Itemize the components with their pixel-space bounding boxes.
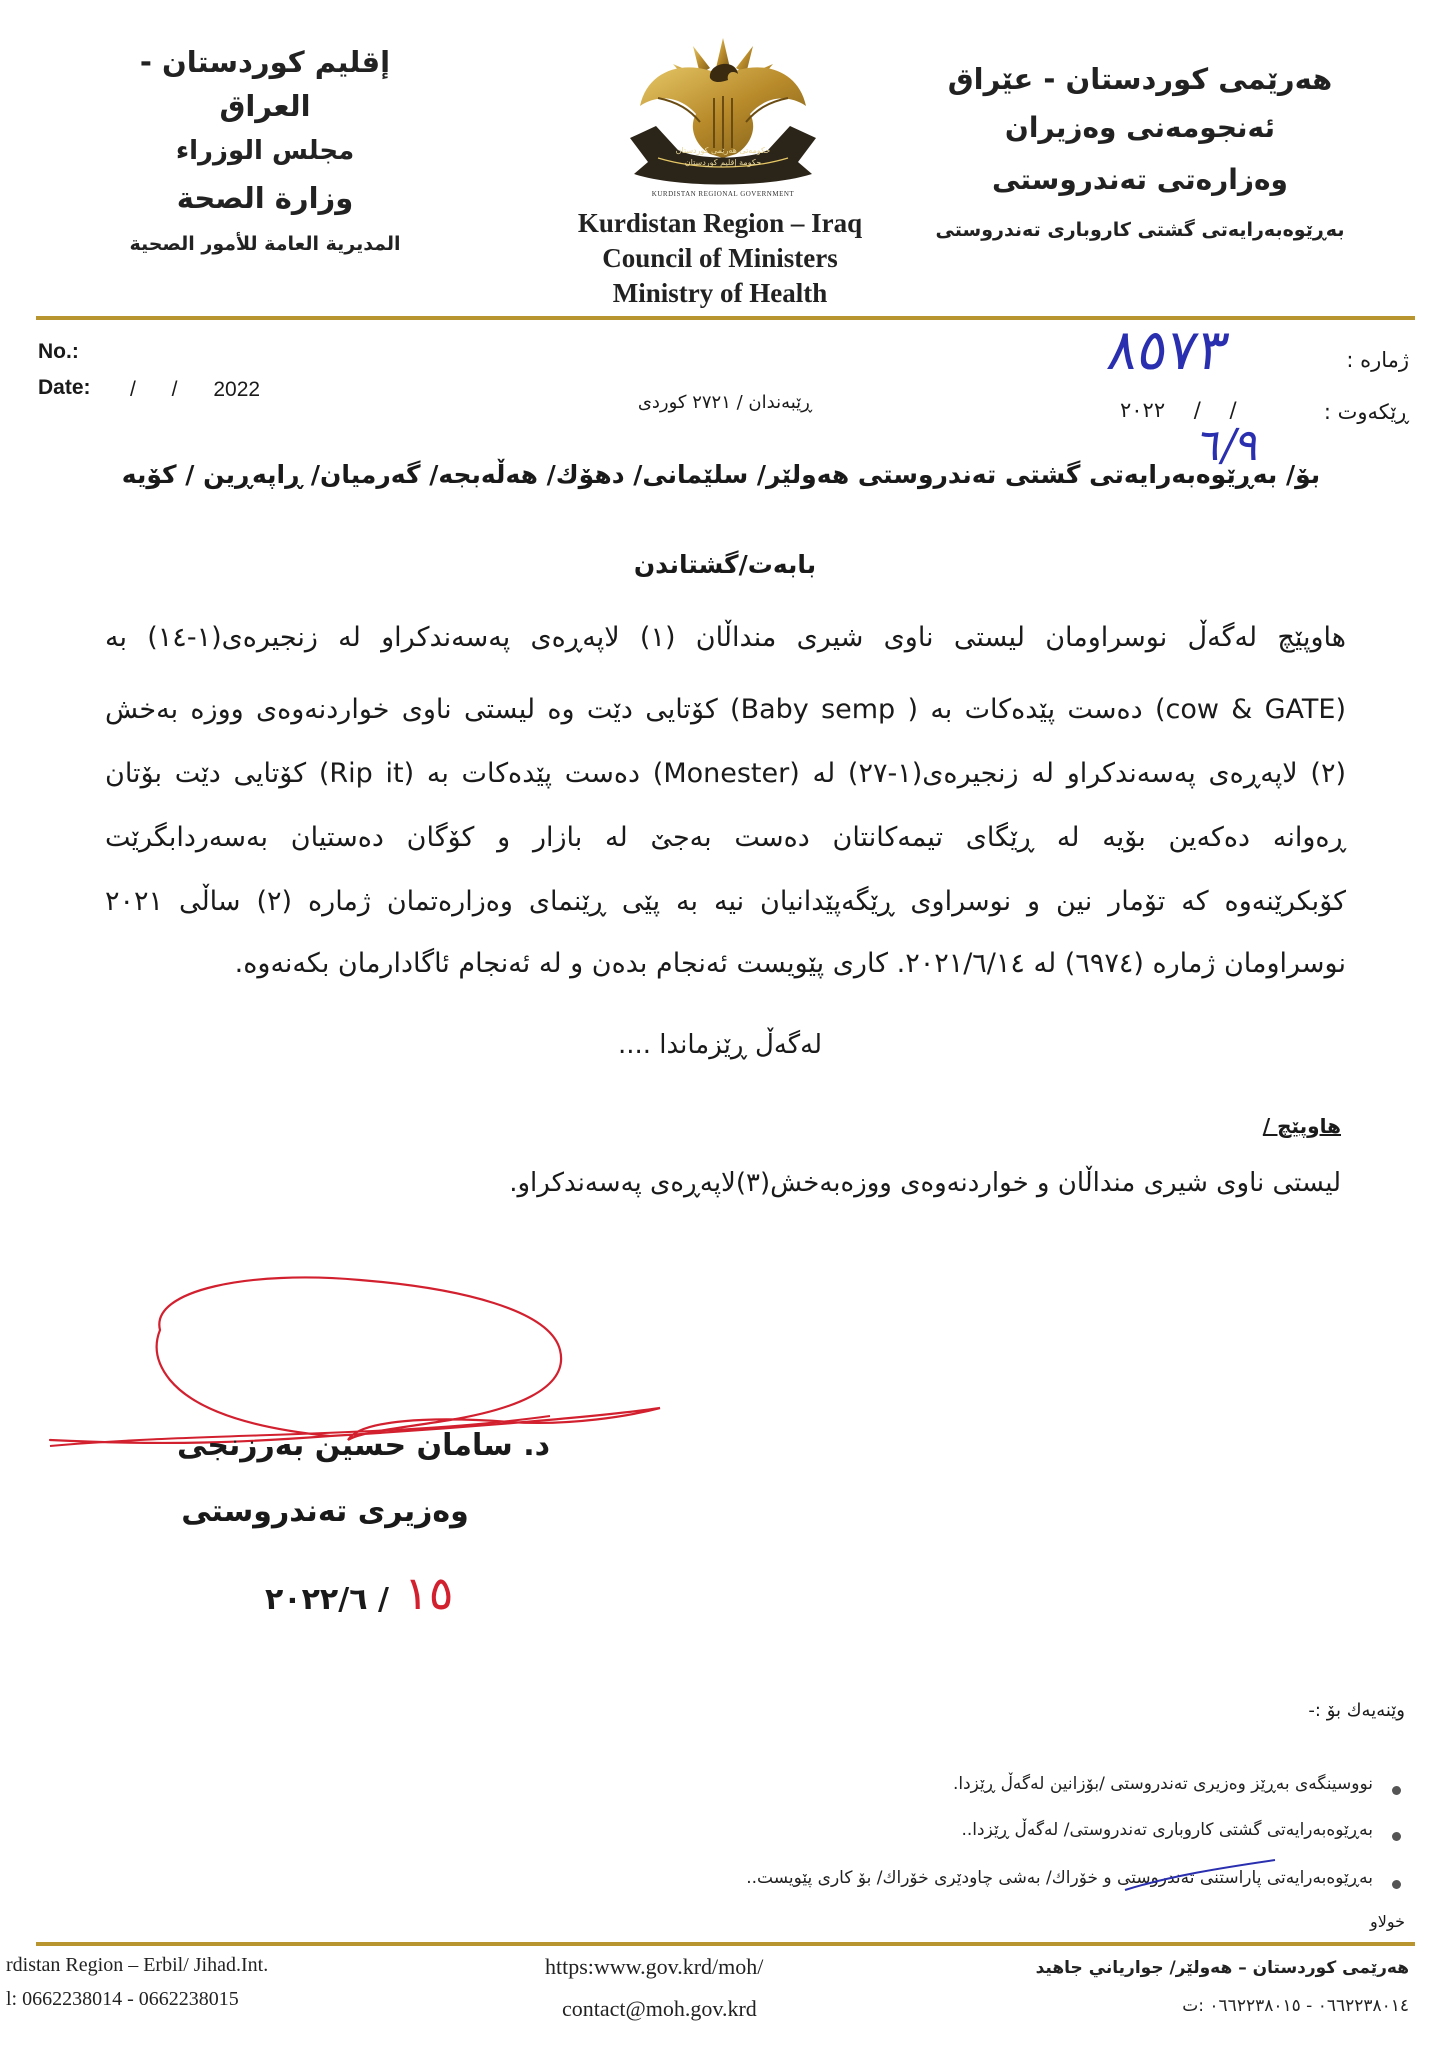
arabic-line1: إقليم كوردستان - العراق (139, 45, 391, 123)
date-handwritten: ٦/٩ (1193, 420, 1265, 471)
kurdish-line1: هەرێمی كوردستان - عێراق (947, 62, 1333, 96)
closing-line: لەگەڵ ڕێزماندا .... (617, 1030, 823, 1060)
body-line-1: هاوپێچ لەگەڵ نوسراومان لیستی ناوی شیری منداڵان (١) لاپەڕەی پەسەندكراو لە زنجیرەی(١-١٤) بە (105, 622, 1347, 653)
english-line3: Ministry of Health (612, 278, 828, 308)
kurdish-line4: بەڕێوەبەرایەتی گشتی كاروباری تەندروستی (935, 219, 1345, 241)
kurdish-line2: ئەنجومەنی وەزیران (1004, 111, 1276, 144)
emblem-text-top: حكومەتی هەرێمی كوردستان (675, 146, 771, 155)
arabic-line2: مجلس الوزراء (175, 136, 355, 166)
attachment-text: لیستی ناوی شیری منداڵان و خواردنەوەی ووزەبەخش(٣)لاپەڕەی پەسەندكراو. (509, 1168, 1341, 1198)
cc-label: وێنەیەك بۆ :- (1308, 1700, 1405, 1721)
english-line2: Council of Ministers (602, 243, 838, 273)
recipient-line: بۆ/ بەڕێوەبەرایەتی گشتی تەندروستی هەولێر/ سلێمانی/ دهۆك/ هەڵەبجە/ گەرمیان/ ڕاپەڕین / كۆیە (121, 460, 1321, 489)
arabic-line3: وزارة الصحة (176, 181, 354, 215)
kurdish-line3: وەزارەتی تەندروستی (992, 163, 1288, 196)
footer-website[interactable]: https:www.gov.krd/moh/ (545, 1954, 764, 1979)
emblem-text-mid: حكومة إقليم كوردستان (684, 158, 762, 167)
footer-phone-en: l: 0662238014 - 0662238015 (6, 1988, 239, 2010)
footer-phone-ku: ٠٦٦٢٢٣٨٠١٤ - ٠٦٦٢٢٣٨٠١٥ :ت (1182, 1996, 1409, 2016)
cc-item-1: نووسینگەی بەڕێز وەزیری تەندروستی /بۆزانین لەگەڵ ڕێزدا. (952, 1774, 1373, 1794)
body-line-2: (cow & GATE) دەست پێدەكات بە ( Baby semp) كۆتایی دێت وە لیستی ناوی خواردنەوەی ووزە بەخش (105, 694, 1346, 725)
signature-date-printed: ٢٠٢٢/٦ / (265, 1582, 389, 1617)
body-line-3: (٢) لاپەڕەی پەسەندكراو لە زنجیرەی(١-٢٧) لە (Monester) دەست پێدەكات بە (Rip it) كۆتایی دێت بۆتان (105, 758, 1347, 789)
english-line1: Kurdistan Region – Iraq (577, 208, 863, 238)
cc-bullet-3 (1392, 1880, 1401, 1889)
arabic-line4: المديرية العامة للأمور الصحية (129, 233, 401, 255)
kurdish-date: ڕێبەندان / ٢٧٢١ كوردی (637, 392, 813, 413)
footer-address-en: rdistan Region – Erbil/ Jihad.Int. (6, 1954, 269, 1976)
body-line-5: كۆبكرێنەوە كە تۆمار نین و نوسراوی ڕێگەپێدانیان نیە بە پێی ڕێنمای وەزارەتمان ژمارە (٢) ساڵی ٢٠٢١ (105, 886, 1346, 917)
subject-line: بابەت/گشتاندن (633, 550, 817, 579)
footer-address-ku: هەرێمی كوردستان – هەولێر/ جوارياني جاهيد (1035, 1958, 1409, 1978)
kurdistan-emblem (618, 18, 828, 208)
footer-email[interactable]: contact@moh.gov.krd (562, 1996, 757, 2021)
cc-item-3: بەڕێوەبەرایەتی پاراستنی تەندروستی و خۆراك/ بەشی چاودێری خۆراك/ بۆ كاری پێویست.. (746, 1868, 1373, 1888)
no-label: No.: (38, 340, 79, 363)
header-kurdish (930, 56, 1350, 254)
date-value-ku: / / ٢٠٢٢ (1120, 398, 1237, 422)
date-label-ku: ڕێكەوت : (1323, 400, 1409, 424)
body-line-6: نوسراومان ژمارە (٦٩٧٤) لە ٢٠٢١/٦/١٤. كاری پێویست ئەنجام بدەن و لە ئەنجام ئاگادارمان بكەنەوە. (234, 948, 1346, 979)
cc-extra: خولاو (1369, 1912, 1405, 1931)
signatory-title: وەزیری تەندروستی (181, 1494, 469, 1529)
cc-bullet-2 (1392, 1832, 1401, 1841)
footer-divider (36, 1942, 1415, 1946)
emblem-icon (618, 18, 828, 208)
attachment-label: هاوپێچ / (1262, 1114, 1341, 1138)
header-english (520, 206, 920, 310)
signature-scribble (30, 1240, 670, 1460)
cc-item-2: بەڕێوەبەرایەتی گشتی كاروباری تەندروستی/ لەگەڵ ڕێزدا.. (961, 1820, 1373, 1840)
header-arabic (95, 40, 435, 266)
body-line-4: ڕەوانە دەكەین بۆیە لە ڕێگای تیمەكانتان دەست بەجێ لە بازار و كۆگان دەستیان بەسەردابگرێت (105, 822, 1346, 853)
date-value: / / 2022 (130, 378, 261, 401)
cc-bullet-1 (1392, 1786, 1401, 1795)
date-label: Date: (38, 376, 91, 399)
number-handwritten: ٨٥٧٣ (1103, 318, 1233, 383)
number-label-ku: ژمارە : (1346, 348, 1409, 372)
signature-date (265, 1566, 535, 1620)
signature-date-handwritten: ١٥ (404, 1566, 454, 1620)
signatory-name: د. سامان حسین بەرزنجی (177, 1428, 550, 1463)
cc-blue-strike (1120, 1856, 1280, 1896)
emblem-text-bottom: KURDISTAN REGIONAL GOVERNMENT (651, 190, 795, 198)
